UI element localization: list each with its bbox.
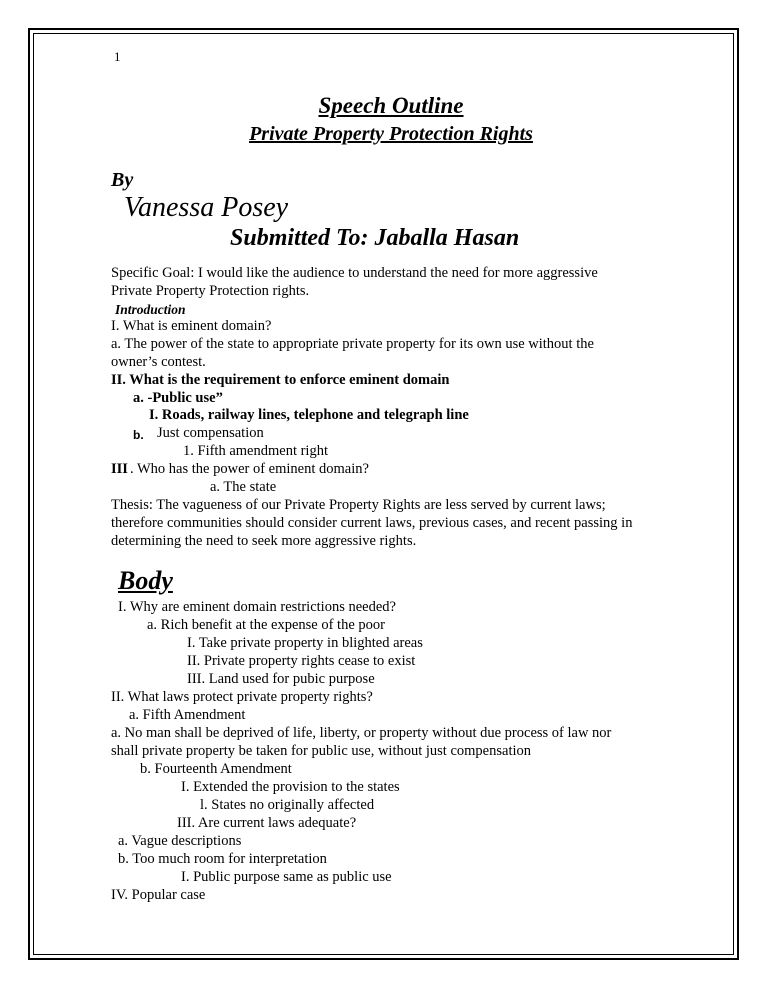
outline-marker: b. xyxy=(133,428,144,442)
outline-marker: III xyxy=(111,461,128,477)
submitted-to: Submitted To: Jaballa Hasan xyxy=(230,225,520,251)
author-name: Vanessa Posey xyxy=(124,192,289,223)
outline-line: III. Are current laws adequate? xyxy=(177,815,357,831)
outline-line: II. Private property rights cease to exist xyxy=(187,653,416,669)
outline-line: 1. Fifth amendment right xyxy=(183,443,328,459)
specific-goal-line: Private Property Protection rights. xyxy=(111,283,310,299)
outline-line: a. Fifth Amendment xyxy=(129,707,246,723)
outline-line: II. What is the requirement to enforce eminent domain xyxy=(111,372,450,388)
outline-line: owner’s contest. xyxy=(111,354,206,370)
outline-line: I. Extended the provision to the states xyxy=(181,779,400,795)
outline-line: I. Take private property in blighted areas xyxy=(187,635,423,651)
outline-line: II. What laws protect private property rights? xyxy=(111,689,373,705)
outline-line: III. Land used for pubic purpose xyxy=(187,671,375,687)
specific-goal-line: Specific Goal: I would like the audience to understand the need for more aggressive xyxy=(111,265,598,281)
thesis-line: Thesis: The vagueness of our Private Property Rights are less served by current laws; xyxy=(111,497,606,513)
outline-line: a. The state xyxy=(210,479,277,495)
document-title: Speech Outline xyxy=(318,93,464,118)
body-heading: Body xyxy=(118,566,173,595)
by-label: By xyxy=(111,169,134,191)
thesis-line: determining the need to seek more aggressive rights. xyxy=(111,533,417,549)
outline-line: a. -Public use” xyxy=(133,390,223,406)
outline-line: a. Vague descriptions xyxy=(118,833,242,849)
page-number: 1 xyxy=(114,49,121,64)
outline-line: IV. Popular case xyxy=(111,887,206,903)
outline-line: . Who has the power of eminent domain? xyxy=(130,461,369,477)
outline-line: a. Rich benefit at the expense of the poor xyxy=(147,617,385,633)
outline-line: a. The power of the state to appropriate private property for its own use without the xyxy=(111,336,594,352)
page-border-inner xyxy=(33,33,734,955)
outline-line: l. States no originally affected xyxy=(200,797,375,813)
outline-line: I. Public purpose same as public use xyxy=(181,869,392,885)
introduction-heading: Introduction xyxy=(115,302,186,317)
outline-line: b. Too much room for interpretation xyxy=(118,851,327,867)
outline-line: I. Roads, railway lines, telephone and telegraph line xyxy=(149,407,469,423)
outline-line: a. No man shall be deprived of life, liberty, or property without due process of law nor xyxy=(111,725,612,741)
outline-line: I. What is eminent domain? xyxy=(111,318,272,334)
thesis-line: therefore communities should consider current laws, previous cases, and recent passing in xyxy=(111,515,633,531)
outline-line: b. Fourteenth Amendment xyxy=(140,761,292,777)
outline-line: Just compensation xyxy=(157,425,264,441)
outline-line: I. Why are eminent domain restrictions needed? xyxy=(118,599,396,615)
outline-line: shall private property be taken for public use, without just compensation xyxy=(111,743,531,759)
document-subtitle: Private Property Protection Rights xyxy=(249,123,533,145)
